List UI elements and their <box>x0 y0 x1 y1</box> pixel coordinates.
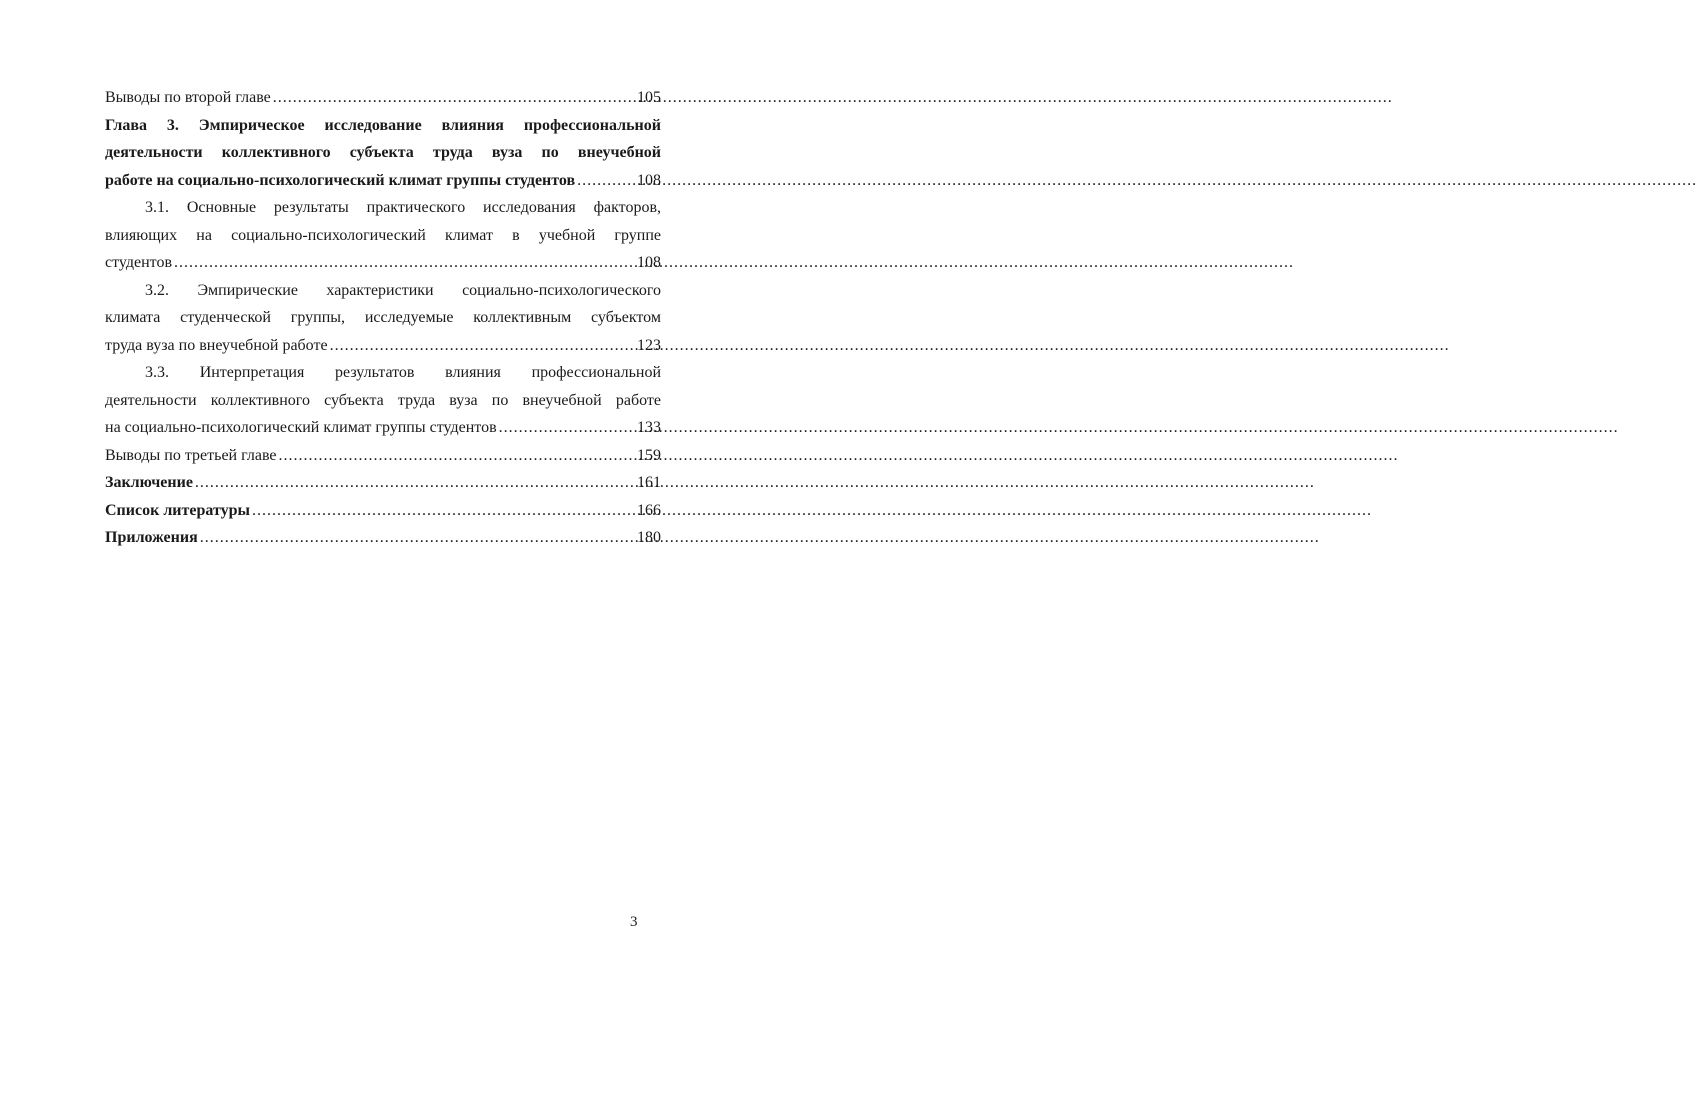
leader-dots <box>577 167 635 195</box>
toc-entry-title-line: работе на социально-психологический климат группы студентов <box>105 171 576 189</box>
toc-entry-title: Приложения <box>105 529 198 546</box>
page-number: 3 <box>630 914 638 930</box>
table-of-contents <box>105 84 661 552</box>
toc-page-number: 123 <box>637 336 661 354</box>
toc-entry-chapter-3[interactable] <box>105 112 661 195</box>
toc-page-number: 108 <box>637 171 661 189</box>
toc-entry-title-line: на социально-психологический климат группы студентов <box>105 419 497 436</box>
toc-entry-title: Выводы по третьей главе <box>105 446 277 464</box>
toc-entry-title-line: студентов <box>105 254 173 271</box>
toc-entry-section-3-1[interactable] <box>105 194 661 277</box>
toc-page-number: 180 <box>637 529 661 546</box>
toc-entry-conclusions-ch3[interactable] <box>105 442 661 470</box>
toc-entry-conclusions-ch2[interactable] <box>105 84 661 112</box>
leader-dots <box>273 84 635 112</box>
toc-page-number: 105 <box>637 89 661 106</box>
toc-entry-title-line: деятельности коллективного субъекта труда вуза по внеучебной <box>105 144 661 161</box>
toc-page-number: 166 <box>637 501 661 519</box>
toc-page-number: 108 <box>637 254 661 271</box>
toc-entry-appendices[interactable] <box>105 524 661 552</box>
toc-entry-title: Выводы по второй главе <box>105 89 271 106</box>
toc-entry-section-3-2[interactable] <box>105 277 661 360</box>
leader-dots <box>252 497 635 525</box>
toc-entry-conclusion[interactable] <box>105 469 661 497</box>
toc-entry-title-line: 3.3. Интерпретация результатов влияния профессиональной <box>145 364 661 381</box>
toc-entry-section-3-3[interactable] <box>105 359 661 442</box>
toc-entry-title-line: 3.2. Эмпирические характеристики социально-психологического <box>145 281 661 299</box>
leader-dots <box>200 524 635 552</box>
toc-entry-title-line: 3.1. Основные результаты практического исследования факторов, <box>145 199 661 216</box>
toc-entry-title: Заключение <box>105 474 193 491</box>
toc-page-number: 159 <box>637 446 661 464</box>
leader-dots <box>195 469 635 497</box>
toc-page-number: 161 <box>637 474 661 491</box>
toc-entry-title-line: климата студенческой группы, исследуемые коллективным субъектом <box>105 309 661 326</box>
toc-entry-references[interactable] <box>105 497 661 525</box>
toc-entry-title: Список литературы <box>105 501 250 519</box>
toc-entry-title-line: деятельности коллективного субъекта труда вуза по внеучебной работе <box>105 391 661 409</box>
leader-dots <box>174 249 635 277</box>
toc-entry-title-line: труда вуза по внеучебной работе <box>105 336 328 354</box>
toc-page-number: 133 <box>637 419 661 436</box>
leader-dots <box>279 442 636 470</box>
leader-dots <box>330 332 635 360</box>
toc-entry-title-line: влияющих на социально-психологический климат в учебной группе <box>105 226 661 244</box>
toc-entry-title-line: Глава 3. Эмпирическое исследование влияния профессиональной <box>105 116 661 134</box>
leader-dots <box>499 414 635 442</box>
